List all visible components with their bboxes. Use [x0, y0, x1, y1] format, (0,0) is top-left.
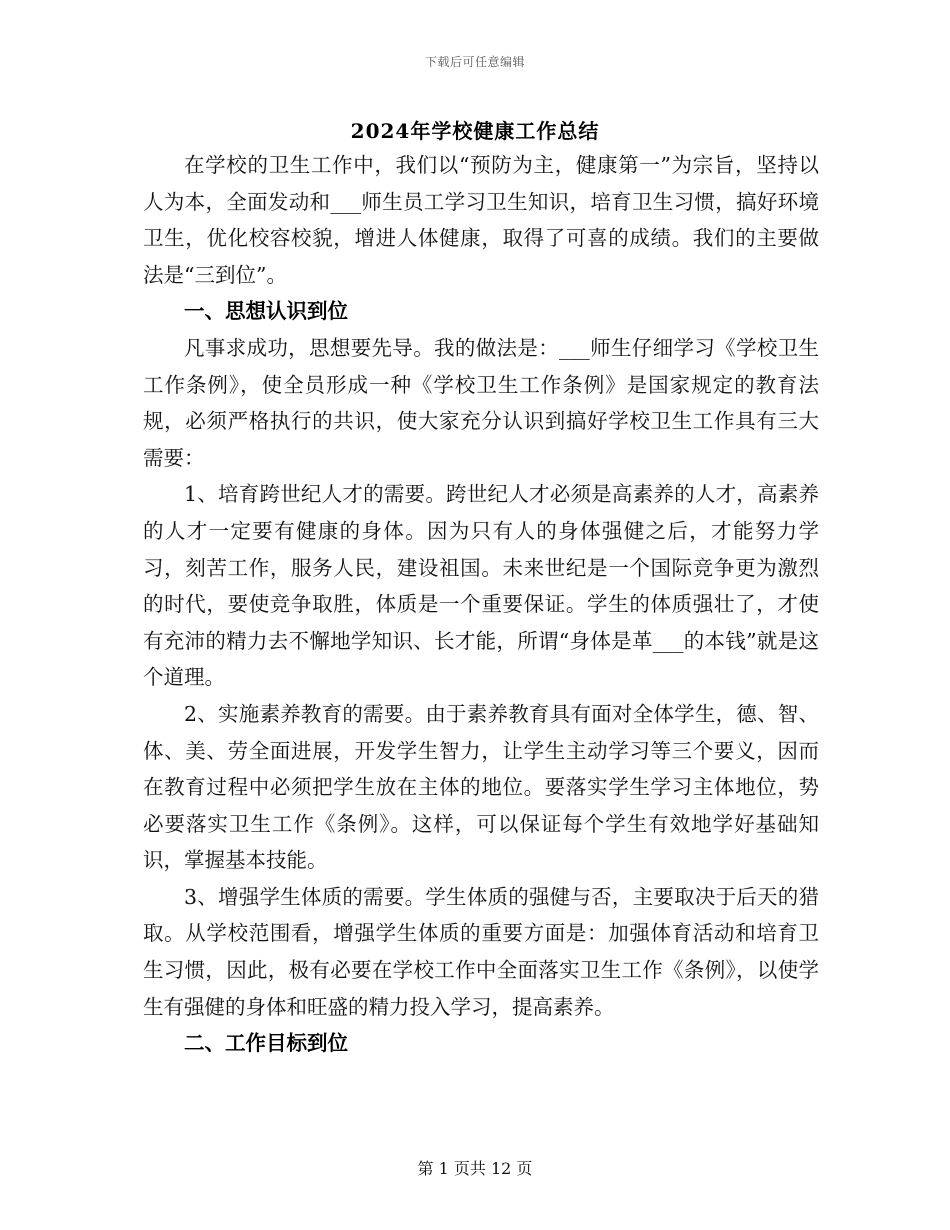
need-2-paragraph: 2、实施素养教育的需要。由于素养教育具有面对全体学生，德、智、体、美、劳全面进展，开发学生智力，让学生主动学习等三个要义，因而在教育过程中必须把学生放在主体的地位。要落实学生学习主体地位，势必要落实卫生工作《条例》。这样，可以保证每个学生有效地学好基础知识，掌握基本技能。: [143, 701, 819, 873]
section-heading-2: 二、工作目标到位: [184, 1031, 348, 1056]
section-1-paragraph: 凡事求成功，思想要先导。我的做法是：___师生仔细学习《学校卫生工作条例》，使全员形成一种《学校卫生工作条例》是国家规定的教育法规，必须严格执行的共识，使大家充分认识到搞好学校卫生工作具有三大需要：: [143, 335, 819, 470]
section-heading-1: 一、思想认识到位: [184, 299, 348, 324]
intro-paragraph: 在学校的卫生工作中，我们以“预防为主，健康第一”为宗旨，坚持以人为本，全面发动和___师生员工学习卫生知识，培育卫生习惯，搞好环境卫生，优化校容校貌，增进人体健康，取得了可喜的成绩。我们的主要做法是“三到位”。: [143, 153, 819, 287]
need-3-paragraph: 3、增强学生体质的需要。学生体质的强健与否，主要取决于后天的猎取。从学校范围看，增强学生体质的重要方面是：加强体育活动和培育卫生习惯，因此，极有必要在学校工作中全面落实卫生工作《条例》，以使学生有强健的身体和旺盛的精力投入学习，提高素养。: [143, 884, 819, 1019]
page-number: 第 1 页共 12 页: [417, 1159, 533, 1178]
document-body: [143, 147, 819, 1062]
page-header-note: 下载后可任意编辑: [424, 55, 525, 69]
document-title: 2024年学校健康工作总结: [350, 119, 600, 143]
need-1-paragraph: 1、培育跨世纪人才的需要。跨世纪人才必须是高素养的人才，高素养的人才一定要有健康的身体。因为只有人的身体强健之后，才能努力学习，刻苦工作，服务人民，建设祖国。未来世纪是一个国际竞争更为激烈的时代，要使竞争取胜，体质是一个重要保证。学生的体质强壮了，才使有充沛的精力去不懈地学知识、长才能，所谓“身体是革___的本钱”就是这个道理。: [143, 482, 819, 690]
